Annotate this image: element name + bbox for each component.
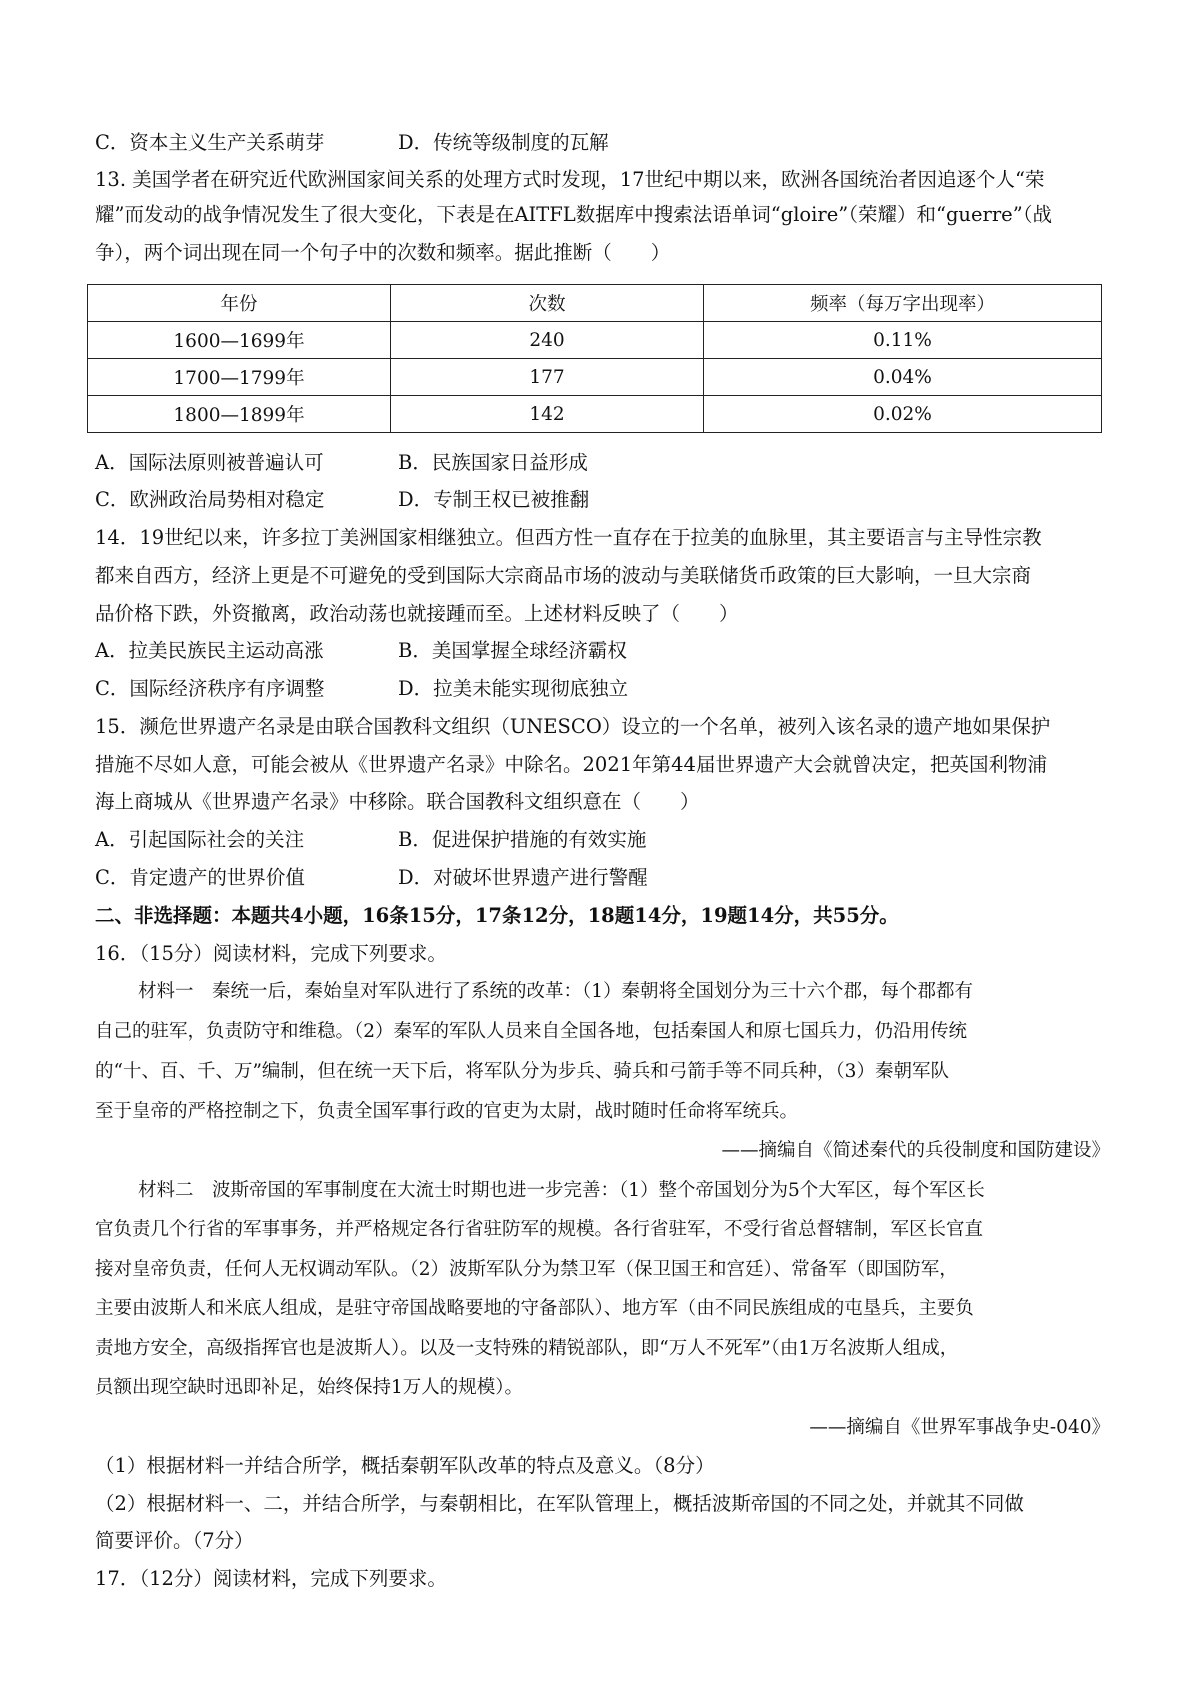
q13-stem-line-2: 耀”而发动的战争情况发生了很大变化，下表是在AITFL数据库中搜索法语单词“gloire”（荣耀）和“guerre”（战	[95, 203, 1052, 226]
q16-subquestion-2-line-1: （2）根据材料一、二，并结合所学，与秦朝相比，在军队管理上，概括波斯帝国的不同之处，并就其不同做	[95, 1492, 1024, 1515]
q16-intro: 16．（15分）阅读材料，完成下列要求。	[95, 942, 447, 965]
q14-stem-line-3: 品价格下跌，外资撤离，政治动荡也就接踵而至。上述材料反映了（ ）	[95, 602, 739, 625]
q14-option-c: C．国际经济秩序有序调整	[95, 677, 325, 700]
table-cell: 0.04%	[704, 359, 1102, 396]
q16-material2-line-5: 责地方安全，高级指挥官也是波斯人）。以及一支特殊的精锐部队，即“万人不死军”（由1万名波斯人组成，	[95, 1338, 959, 1359]
q13-stem-line-3: 争），两个词出现在同一个句子中的次数和频率。据此推断（ ）	[95, 241, 671, 264]
q15-stem-line-3: 海上商城从《世界遗产名录》中移除。联合国教科文组织意在（ ）	[95, 790, 700, 813]
q16-source1: ——摘编自《简述秦代的兵役制度和国防建设》	[721, 1140, 1110, 1161]
q13-stem-line-1: 13. 美国学者在研究近代欧洲国家间关系的处理方式时发现，17世纪中期以来，欧洲各国统治者因追逐个人“荣	[95, 168, 1045, 191]
table-cell: 1600—1699年	[88, 322, 391, 359]
q14-option-a: A．拉美民族民主运动高涨	[95, 639, 324, 662]
q15-option-b: B．促进保护措施的有效实施	[398, 828, 647, 851]
q14-option-b: B．美国掌握全球经济霸权	[398, 639, 627, 662]
q12-option-c: C．资本主义生产关系萌芽	[95, 131, 325, 154]
table-cell: 177	[391, 359, 704, 396]
q12-option-d: D．传统等级制度的瓦解	[398, 131, 609, 154]
q16-material2-line-3: 接对皇帝负责，任何人无权调动军队。（2）波斯军队分为禁卫军（保卫国王和宫廷）、常备军（即国防军，	[95, 1259, 958, 1280]
q13-option-c: C．欧洲政治局势相对稳定	[95, 488, 325, 511]
q16-material2-line-1: 材料二 波斯帝国的军事制度在大流士时期也进一步完善：（1）整个帝国划分为5个大军区，每个军区长	[138, 1180, 985, 1201]
q15-option-d: D．对破坏世界遗产进行警醒	[398, 866, 648, 889]
table-cell: 0.11%	[704, 322, 1102, 359]
q16-material1-line-4: 至于皇帝的严格控制之下，负责全国军事行政的官吏为太尉，战时随时任命将军统兵。	[95, 1101, 799, 1122]
q17-intro: 17．（12分）阅读材料，完成下列要求。	[95, 1567, 447, 1590]
q13-option-b: B．民族国家日益形成	[398, 451, 588, 474]
q15-option-a: A．引起国际社会的关注	[95, 828, 305, 851]
table-cell: 1700—1799年	[88, 359, 391, 396]
q15-stem-line-2: 措施不尽如人意，可能会被从《世界遗产名录》中除名。2021年第44届世界遗产大会就曾决定，把英国利物浦	[95, 753, 1047, 776]
q16-subquestion-2-line-2: 简要评价。（7分）	[95, 1529, 254, 1552]
q16-material2-line-4: 主要由波斯人和米底人组成，是驻守帝国战略要地的守备部队）、地方军（由不同民族组成的屯垦兵，主要负	[95, 1298, 974, 1319]
q14-stem-line-2: 都来自西方，经济上更是不可避免的受到国际大宗商品市场的波动与美联储货币政策的巨大影响，一旦大宗商	[95, 564, 1032, 587]
table-cell: 142	[391, 396, 704, 433]
q13-option-d: D．专制王权已被推翻	[398, 488, 590, 511]
table-header-row	[88, 285, 1102, 322]
table-cell: 1800—1899年	[88, 396, 391, 433]
table-header-cell: 次数	[391, 285, 704, 322]
table-row	[88, 359, 1102, 396]
q16-material1-line-1: 材料一 秦统一后，秦始皇对军队进行了系统的改革：（1）秦朝将全国划分为三十六个郡，每个郡都有	[138, 981, 974, 1002]
table-cell: 0.02%	[704, 396, 1102, 433]
section-heading: 二、非选择题：本题共4小题，16条15分，17条12分，18题14分，19题14分，共55分。	[95, 904, 899, 927]
table-cell: 240	[391, 322, 704, 359]
table-row	[88, 396, 1102, 433]
q16-subquestion-1: （1）根据材料一并结合所学，概括秦朝军队改革的特点及意义。（8分）	[95, 1454, 715, 1477]
q16-material2-line-6: 员额出现空缺时迅即补足，始终保持1万人的规模）。	[95, 1377, 524, 1398]
q13-data-table	[87, 284, 1102, 433]
q16-material1-line-2: 自己的驻军，负责防守和维稳。（2）秦军的军队人员来自全国各地，包括秦国人和原七国兵力，仍沿用传统	[95, 1021, 968, 1042]
table-row	[88, 322, 1102, 359]
q14-option-d: D．拉美未能实现彻底独立	[398, 677, 629, 700]
table-header-cell: 频率（每万字出现率）	[704, 285, 1102, 322]
q16-material1-line-3: 的“十、百、千、万”编制，但在统一天下后，将军队分为步兵、骑兵和弓箭手等不同兵种，（3）秦朝军队	[95, 1061, 949, 1082]
q15-stem-line-1: 15．濒危世界遗产名录是由联合国教科文组织（UNESCO）设立的一个名单，被列入该名录的遗产地如果保护	[95, 715, 1051, 738]
q15-option-c: C．肯定遗产的世界价值	[95, 866, 305, 889]
table-header-cell: 年份	[88, 285, 391, 322]
q14-stem-line-1: 14．19世纪以来，许多拉丁美洲国家相继独立。但西方性一直存在于拉美的血脉里，其主要语言与主导性宗教	[95, 526, 1042, 549]
q13-option-a: A．国际法原则被普遍认可	[95, 451, 324, 474]
q16-material2-line-2: 官负责几个行省的军事事务，并严格规定各行省驻防军的规模。各行省驻军，不受行省总督辖制，军区长官直	[95, 1219, 984, 1240]
q16-source2: ——摘编自《世界军事战争史-040》	[809, 1417, 1110, 1438]
